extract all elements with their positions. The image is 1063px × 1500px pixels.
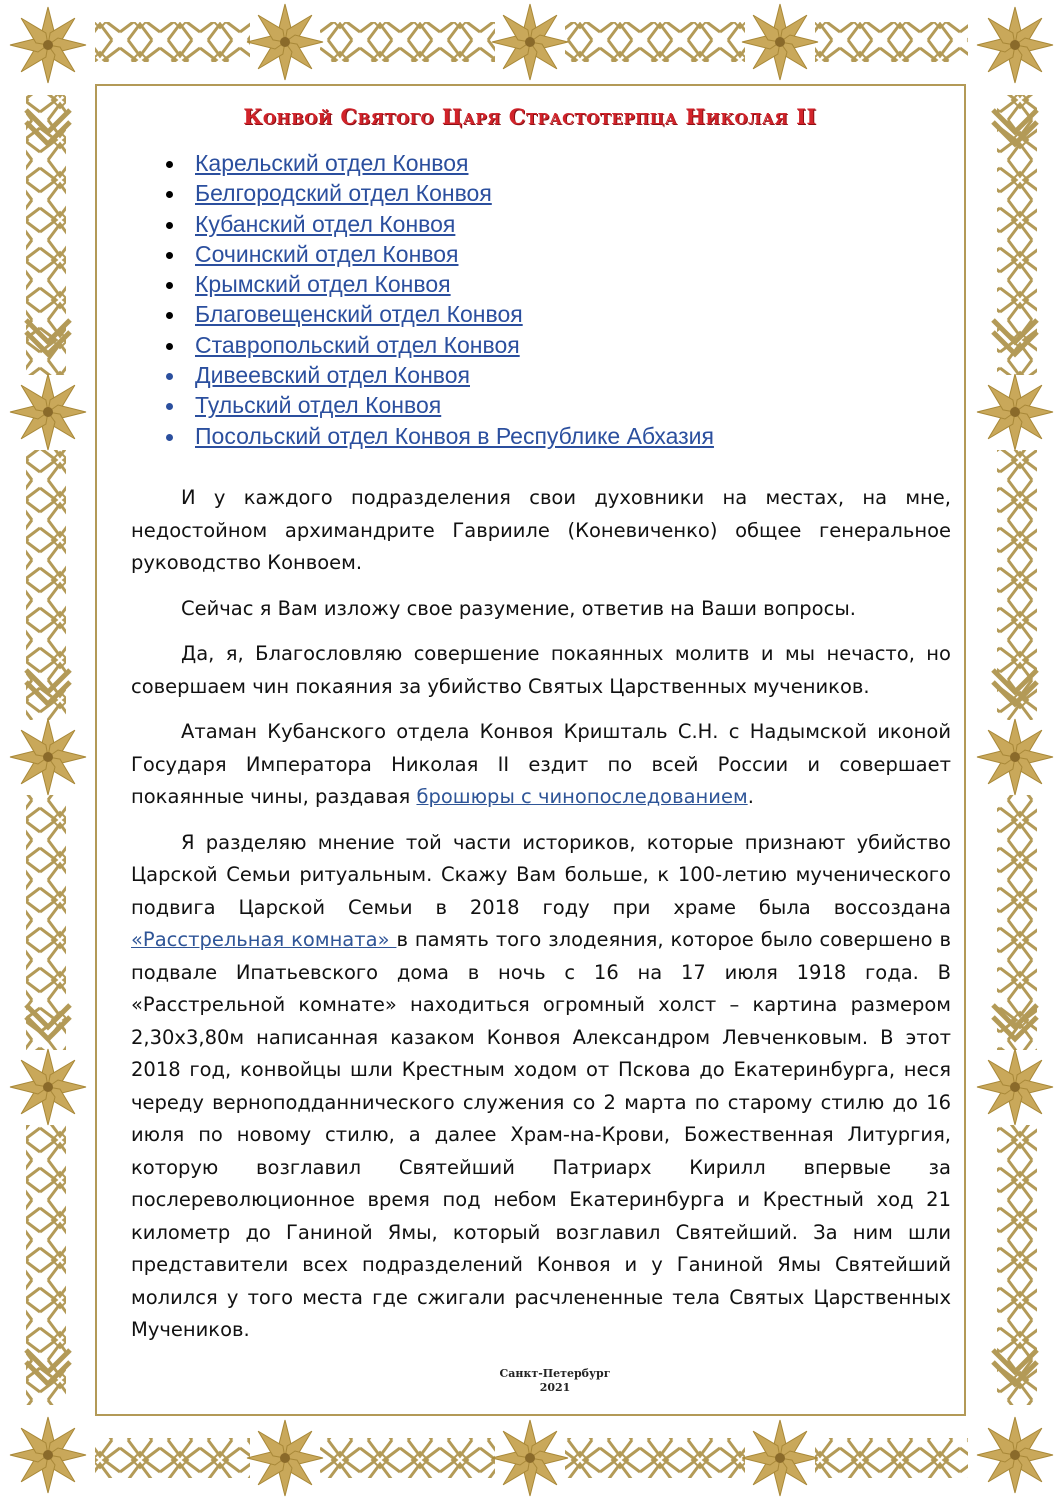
paragraph-text: Я разделяю мнение той части историков, которые признают убийство Царской Семьи ритуальным. Скажу Вам больше, к 100-летию мученического подвига Царской Семьи в 2018 году при храме была воссоздана	[131, 830, 951, 919]
paragraph-execution-room	[131, 827, 951, 1347]
list-item	[150, 421, 714, 451]
brochures-link[interactable]: брошюры с чинопоследованием	[416, 785, 748, 808]
footer-year: 2021	[539, 1381, 571, 1394]
paragraph-intro-answers: Сейчас я Вам изложу свое разумение, ответив на Ваши вопросы.	[181, 596, 856, 620]
bullet-icon	[166, 312, 173, 319]
bullet-icon	[166, 373, 173, 380]
paragraph-text: в память того злодеяния, которое было совершено в подвале Ипатьевского дома в ночь с 16 на 17 июля 1918 года. В «Расстрельной комнате» находиться огромный холст – картина размером 2,30х3,80м написанная казаком Конвоя Александром Левченковым. В этот 2018 год, конвойцы шли Крестным ходом от Пскова до Екатеринбурга, неся череду верноподданнического служения со 2 марта по старому стилю до 16 июля по новому стилю, а далее Храм-на-Крови, Божественная Литургия, которую возглавил Святейший Патриарх Кирилл впервые за послереволюционное время под небом Екатеринбурга и Крестный ход 21 километр до Ганиной Ямы, который возглавил Святейший. За ним шли представители всех подразделений Конвоя и у Ганиной Ямы Святейший молился у того места где сжигали расчлененные тела Святых Царственных Мучеников.	[131, 928, 951, 1341]
list-item	[150, 269, 714, 299]
bullet-icon	[166, 191, 173, 198]
link-crimea-department[interactable]: Крымский отдел Конвоя	[195, 271, 451, 298]
bullet-icon	[166, 161, 173, 168]
list-item	[150, 178, 714, 208]
execution-room-link[interactable]: «Расстрельная комната»	[131, 928, 397, 951]
link-diveevo-department[interactable]: Дивеевский отдел Конвоя	[195, 362, 470, 389]
link-stavropol-department[interactable]: Ставропольский отдел Конвоя	[195, 331, 520, 358]
paragraph-text: .	[747, 785, 754, 808]
list-item	[150, 330, 714, 360]
paragraph-repentance: Да, я, Благословляю совершение покаянных молитв и мы нечасто, но совершаем чин покаяния за убийство Святых Царственных мучеников.	[131, 642, 951, 698]
list-item	[150, 299, 714, 329]
bullet-icon	[166, 252, 173, 259]
list-item	[150, 209, 714, 239]
page-title: Конвой Святого Царя Страстотерпца Николая II	[243, 104, 817, 129]
bullet-icon	[166, 403, 173, 410]
paragraph-spiritual-guidance: И у каждого подразделения свои духовники на местах, на мне, недостойном архимандрите Гаврииле (Коневиченко) общее генеральное руководство Конвоем.	[131, 486, 951, 574]
bullet-icon	[166, 222, 173, 229]
link-karelian-department[interactable]: Карельский отдел Конвоя	[195, 150, 469, 176]
bullet-icon	[166, 343, 173, 350]
link-sochi-department[interactable]: Сочинский отдел Конвоя	[195, 240, 459, 267]
link-abkhazia-department[interactable]: Посольский отдел Конвоя в Республике Абхазия	[195, 422, 714, 449]
footer-imprint	[460, 1367, 650, 1395]
paragraph-ataman	[131, 716, 951, 814]
letter-body	[131, 482, 951, 1360]
link-blagoveshchensk-department[interactable]: Благовещенский отдел Конвоя	[195, 301, 523, 328]
link-kuban-department[interactable]: Кубанский отдел Конвоя	[195, 210, 456, 237]
footer-city: Санкт-Петербург	[499, 1367, 611, 1380]
link-belgorod-department[interactable]: Белгородский отдел Конвоя	[195, 180, 492, 207]
department-link-list	[150, 148, 714, 451]
list-item	[150, 239, 714, 269]
list-item	[150, 390, 714, 420]
link-tula-department[interactable]: Тульский отдел Конвоя	[195, 392, 442, 419]
bullet-icon	[166, 434, 173, 441]
paragraph-text: Атаман Кубанского отдела Конвоя Кришталь С.Н. с Надымской иконой Государя Императора Николая II ездит по всей России и совершает покаянные чины, раздавая	[131, 720, 951, 808]
list-item	[150, 148, 714, 178]
bullet-icon	[166, 282, 173, 289]
list-item	[150, 360, 714, 390]
